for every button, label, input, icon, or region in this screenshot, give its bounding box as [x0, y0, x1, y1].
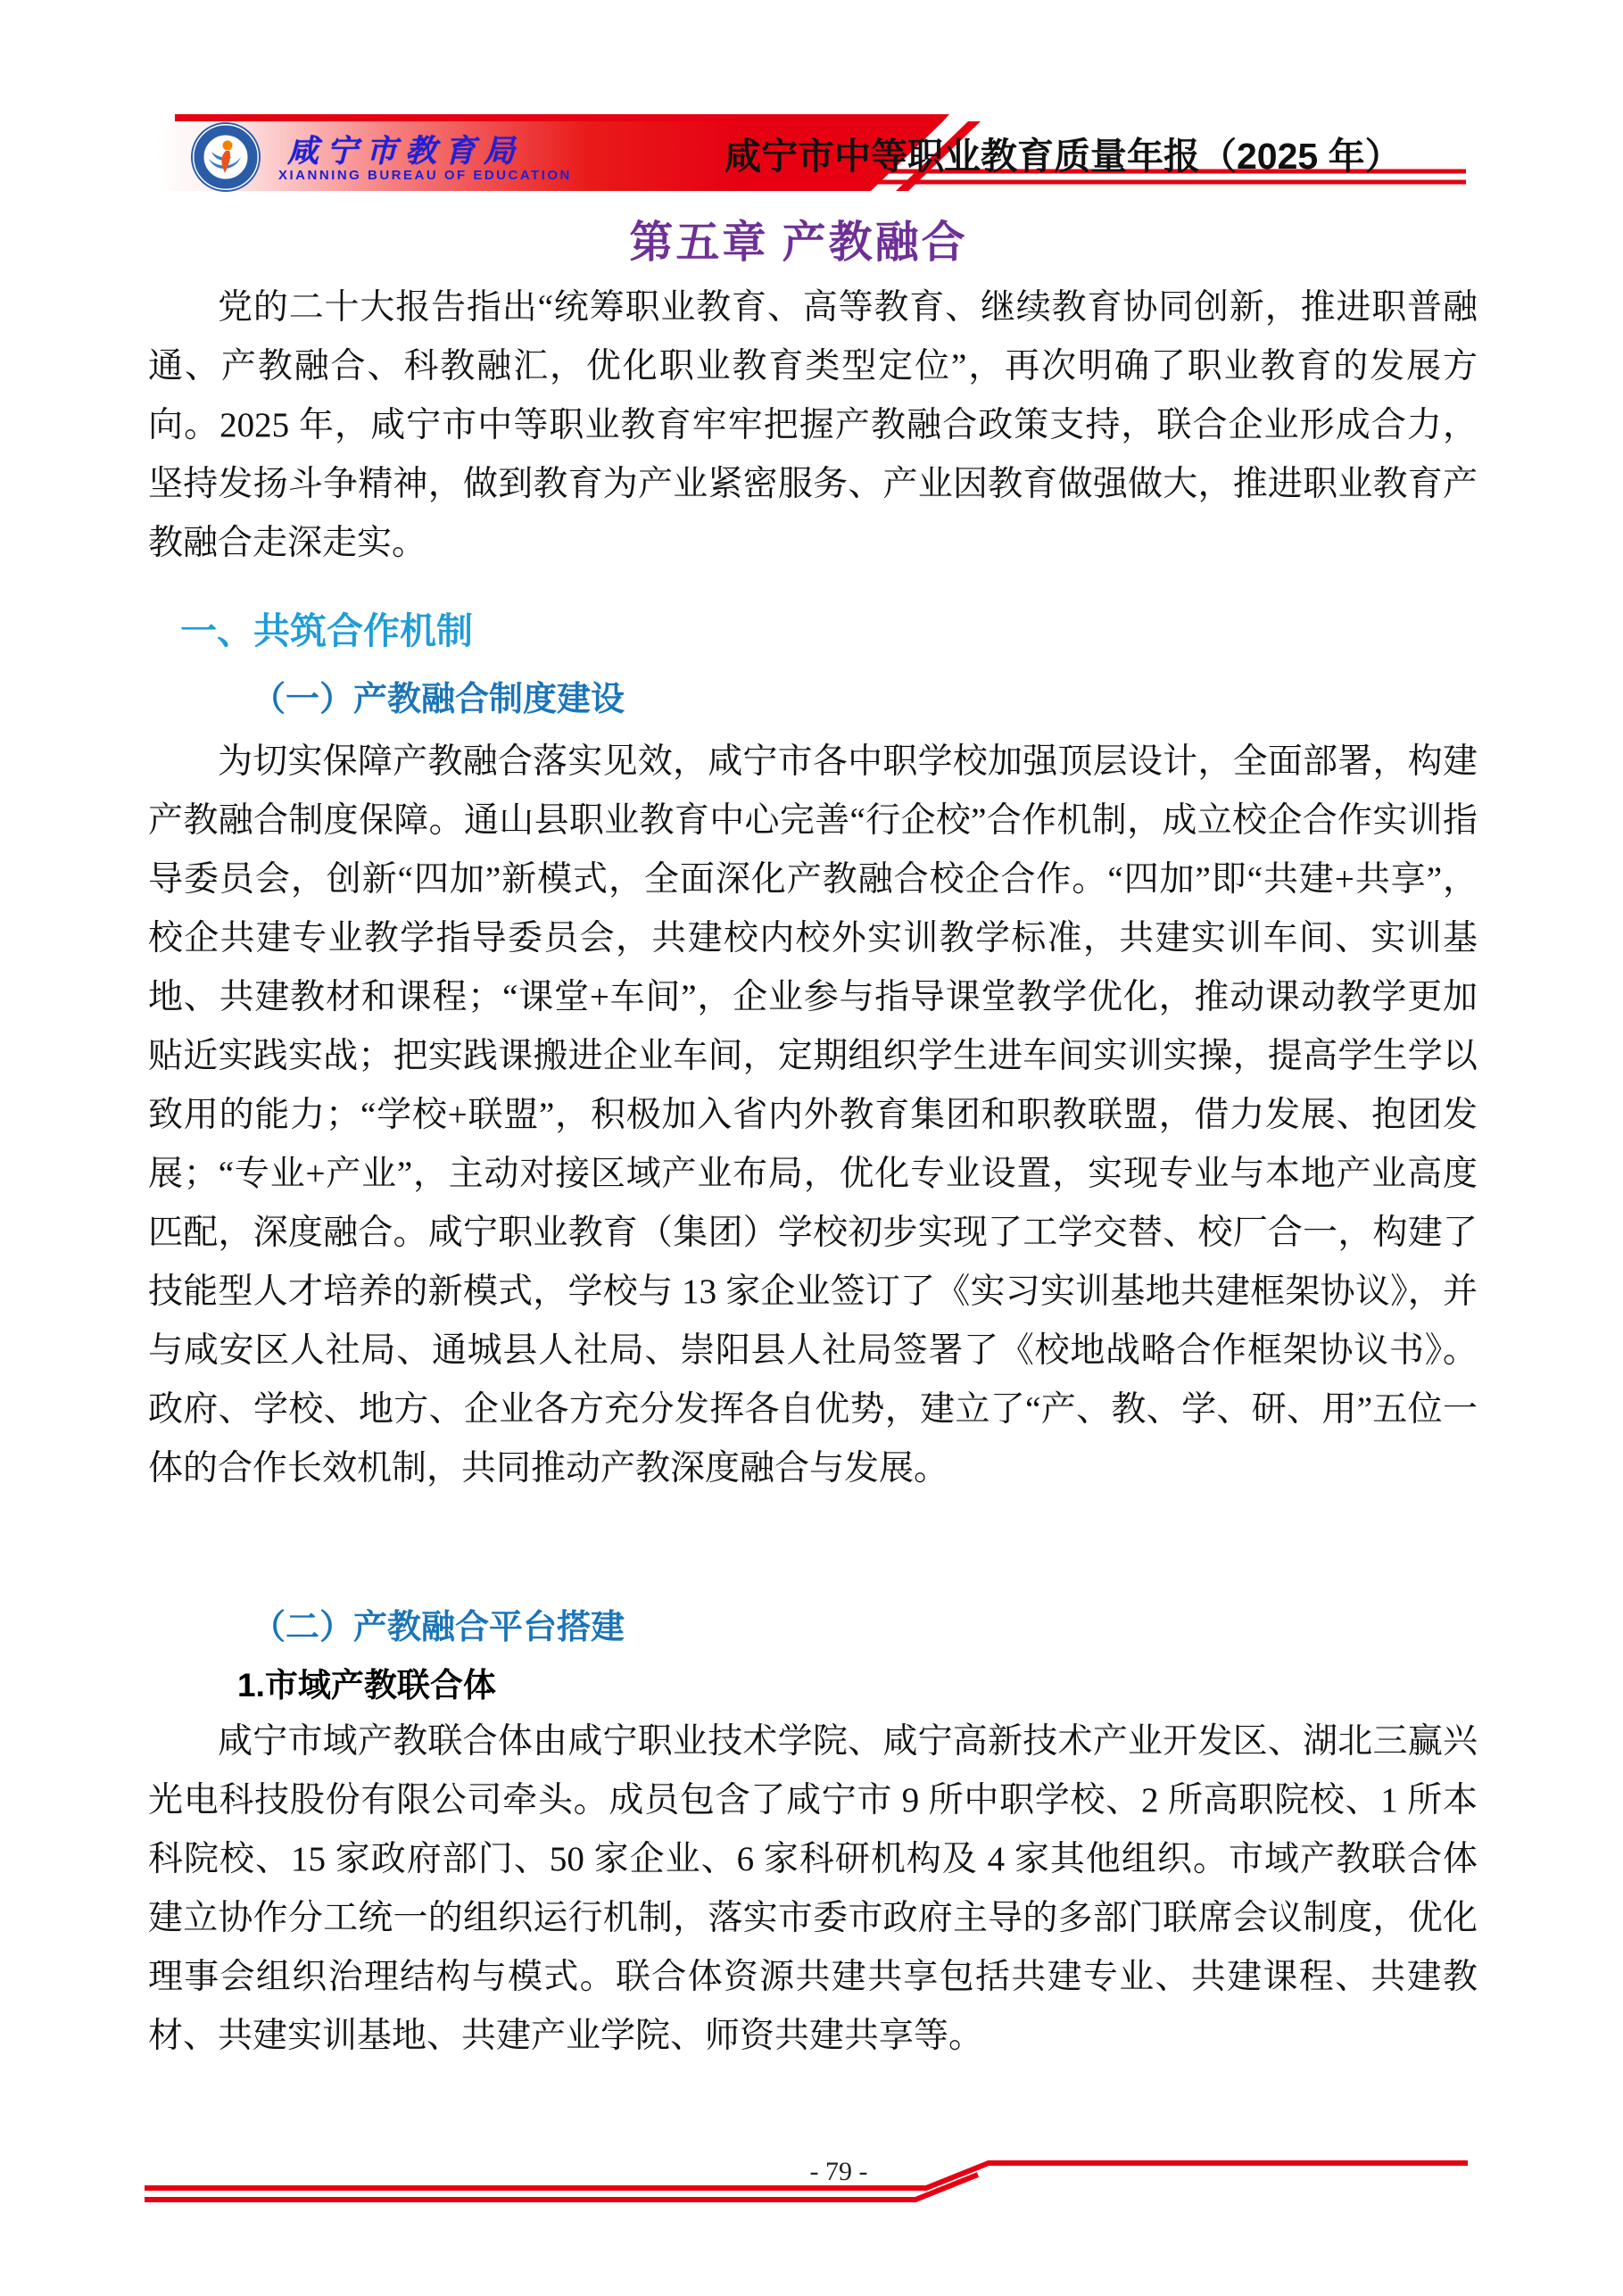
subsection-2-heading: （二）产教融合平台搭建	[252, 1609, 625, 1646]
bureau-name-cn: 咸宁市教育局	[287, 134, 524, 169]
bureau-logo-icon	[192, 123, 260, 191]
header-banner-graphic	[0, 0, 1623, 214]
bureau-name-en: XIANNING BUREAU OF EDUCATION	[278, 168, 572, 183]
report-title: 咸宁市中等职业教育质量年报（2025 年）	[725, 136, 1402, 177]
page-number: - 79 -	[809, 2157, 868, 2186]
subsection-1-paragraph: 为切实保障产教融合落实见效，咸宁市各中职学校加强顶层设计，全面部署，构建产教融合制度保障。通山县职业教育中心完善“行企校”合作机制，成立校企合作实训指导委员会，创新“四加”新模式，全面深化产教融合校企合作。“四加”即“共建+共享”，校企共建专业教学指导委员会，共建校内校外实训教学标准，共建实训车间、实训基地、共建教材和课程；“课堂+车间”，企业参与指导课堂教学优化，推动课动教学更加贴近实践实战；把实践课搬进企业车间，定期组织学生进车间实训实操，提高学生学以致用的能力；“学校+联盟”，积极加入省内外教育集团和职教联盟，借力发展、抱团发展；“专业+产业”，主动对接区域产业布局，优化专业设置，实现专业与本地产业高度匹配，深度融合。咸宁职业教育（集团）学校初步实现了工学交替、校厂合一，构建了技能型人才培养的新模式，学校与 13 家企业签订了《实习实训基地共建框架协议》，并与咸安区人社局、通城县人社局、崇阳县人社局签署了《校地战略合作框架协议书》。政府、学校、地方、企业各方充分发挥各自优势，建立了“产、教、学、研、用”五位一体的合作长效机制，共同推动产教深度融合与发展。	[148, 742, 1478, 1488]
item-1-paragraph: 咸宁市域产教联合体由咸宁职业技术学院、咸宁高新技术产业开发区、湖北三赢兴光电科技股份有限公司牵头。成员包含了咸宁市 9 所中职学校、2 所高职院校、1 所本科院校、15 家政府部门、50 家企业、6 家科研机构及 4 家其他组织。市域产教联合体建立协作分工统一的组织运行机制，落实市委市政府主导的多部门联席会议制度，优化理事会组织治理结构与模式。联合体资源共建共享包括共建专业、共建课程、共建教材、共建实训基地、共建产业学院、师资共建共享等。	[148, 1722, 1478, 2055]
chapter-title: 第五章 产教融合	[629, 218, 968, 267]
subsection-1-heading: （一）产教融合制度建设	[252, 681, 625, 718]
item-1-heading: 1.市域产教联合体	[237, 1667, 496, 1703]
section-1-heading: 一、共筑合作机制	[180, 610, 473, 651]
banner-top-border	[175, 114, 949, 121]
intro-paragraph: 党的二十大报告指出“统筹职业教育、高等教育、继续教育协同创新，推进职普融通、产教融合、科教融汇，优化职业教育类型定位”，再次明确了职业教育的发展方向。2025 年，咸宁市中等职业教育牢牢把握产教融合政策支持，联合企业形成合力，坚持发扬斗争精神，做到教育为产业紧密服务、产业因教育做强做大，推进职业教育产教融合走深走实。	[148, 288, 1478, 562]
